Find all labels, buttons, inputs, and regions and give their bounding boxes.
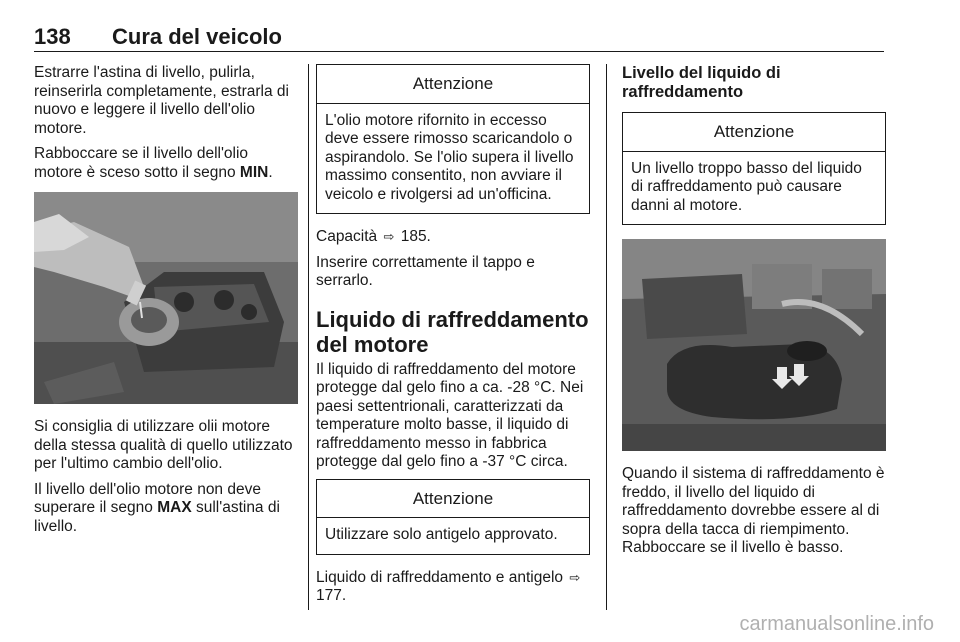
paragraph-dipstick: Estrarre l'astina di livello, pulirla, reinserirla completamente, estrarla di nuovo e leggere il livello dell'olio motore. — [34, 64, 289, 137]
notice-title: Attenzione — [623, 113, 885, 152]
column-right — [622, 64, 886, 565]
chapter-title: Cura del veicolo — [112, 24, 282, 49]
notice-box-low-coolant — [622, 112, 886, 225]
column-middle — [316, 64, 590, 613]
page-reference-icon: ⇨ — [569, 569, 581, 585]
engine-oil-fill-photo — [34, 192, 298, 404]
paragraph-coolant-ref: Liquido di raffreddamento e antigelo ⇨ 177. — [316, 568, 581, 604]
notice-title: Attenzione — [317, 480, 589, 519]
column-left — [34, 64, 298, 543]
notice-box-antifreeze — [316, 479, 590, 555]
paragraph-coolant: Il liquido di raffreddamento del motore protegge dal gelo fino a ca. -28 °C. Nei paesi settentrionali, caratterizzati da temperature molto basse, il liquido di raffreddamento messo in fabbrica protegge dal gelo fino a -37 °C circa. — [316, 360, 584, 470]
paragraph-coolant-level: Quando il sistema di raffreddamento è freddo, il livello del liquido di raffreddamento dovrebbe essere al di sopra della tacca di riempimento. Rabboccare se il livello è basso. — [622, 465, 885, 556]
page-number: 138 — [34, 24, 71, 49]
paragraph-cap: Inserire correttamente il tappo e serrarlo. — [316, 253, 535, 289]
notice-body: Un livello troppo basso del liquido di raffreddamento può causare danni al motore. — [631, 159, 862, 214]
paragraph-capacity: Capacità ⇨ 185. — [316, 228, 431, 245]
notice-box-excess-oil — [316, 64, 590, 214]
coolant-reservoir-photo — [622, 239, 886, 451]
page-reference-icon: ⇨ — [383, 229, 395, 244]
watermark: carmanualsonline.info — [739, 613, 934, 635]
column-divider-2 — [606, 64, 607, 610]
max-mark: MAX — [157, 499, 192, 516]
subsection-title-coolant-level: Livello del liquido di raffreddamento — [622, 64, 781, 101]
paragraph-top-up: Rabboccare se il livello dell'olio motore è sceso sotto il segno MIN. — [34, 145, 273, 181]
column-divider-1 — [308, 64, 309, 610]
notice-title: Attenzione — [317, 65, 589, 104]
section-title-coolant: Liquido di raffreddamento del motore — [316, 306, 589, 357]
header-rule — [34, 51, 884, 52]
paragraph-oil-quality: Si consiglia di utilizzare olii motore della stessa qualità di quello utilizzato per l'ultimo cambio dell'olio. — [34, 418, 293, 472]
min-mark: MIN — [239, 163, 269, 181]
notice-body: L'olio motore rifornito in eccesso deve essere rimosso scaricandolo o aspirandolo. Se l'olio supera il livello massimo consentito, non avviare il veicolo e rivolgersi ad un'officina. — [325, 111, 574, 203]
page-header — [34, 22, 884, 52]
paragraph-max: Il livello dell'olio motore non deve superare il segno MAX sull'astina di livello. — [34, 480, 280, 535]
notice-body: Utilizzare solo antigelo approvato. — [325, 526, 558, 543]
